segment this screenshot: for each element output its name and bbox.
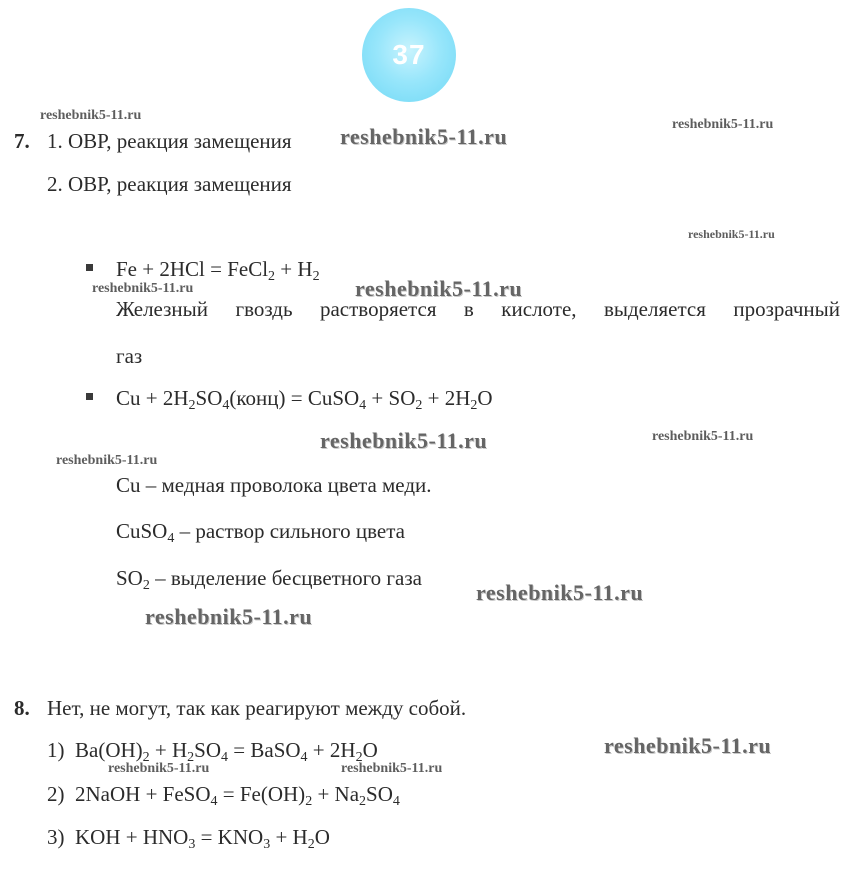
watermark: reshebnik5-11.ru: [40, 108, 142, 123]
watermark: reshebnik5-11.ru: [340, 124, 508, 149]
watermark: reshebnik5-11.ru: [672, 117, 774, 132]
task-8-text: Нет, не могут, так как реагируют между собой.: [47, 696, 467, 720]
observation-so2: $SO_2$ – выделение бесцветного газа: [116, 566, 422, 593]
item-text: ОВР, реакция замещения: [68, 129, 292, 153]
page-number: 37: [392, 39, 426, 70]
item-marker: 1.: [47, 129, 63, 153]
bullet-icon: [86, 264, 93, 271]
observation-cu: Cu – медная проволока цвета меди.: [116, 473, 432, 497]
watermark: reshebnik5-11.ru: [688, 227, 775, 241]
watermark: reshebnik5-11.ru: [320, 428, 488, 453]
page-number-badge: [362, 8, 456, 102]
task-7-item-2: [47, 172, 292, 196]
watermark: reshebnik5-11.ru: [652, 429, 754, 444]
watermark: reshebnik5-11.ru: [476, 580, 644, 605]
reaction-1-equation: Fe + 2HCl = FeCl$_2$ + $H_2$: [116, 257, 320, 284]
watermark: reshebnik5-11.ru: [56, 453, 158, 468]
reaction-1-description-line-1: Железный гвоздь растворяется в кислоте, выделяется прозрачный: [116, 297, 840, 321]
observation-cuso4: CuSO$_4$ – раствор сильного цвета: [116, 519, 406, 546]
task-8-equation-1: 1) $Ba(OH)_2 + H_2SO_4$ = BaSO$_4$ + $2H_2O$: [47, 738, 378, 765]
task-8-equation-2: 2) 2NaOH + FeSO$_4$ = $Fe(OH)_2 + Na_2SO_4$: [47, 782, 400, 809]
watermark: reshebnik5-11.ru: [604, 733, 772, 758]
reaction-1-description-line-2: газ: [116, 344, 143, 368]
reaction-2-equation: $Cu + 2H_2SO_4(конц)$ = CuSO$_4$ + $SO_2 + 2H_2O$: [116, 386, 493, 413]
watermark: reshebnik5-11.ru: [355, 276, 523, 301]
watermark: reshebnik5-11.ru: [92, 281, 194, 296]
task-8-number: 8.: [14, 696, 30, 720]
bullet-icon: [86, 393, 93, 400]
item-text: ОВР, реакция замещения: [68, 172, 292, 196]
watermark: reshebnik5-11.ru: [341, 761, 443, 776]
watermark: reshebnik5-11.ru: [145, 604, 313, 629]
task-7-number: 7.: [14, 129, 30, 153]
watermark: reshebnik5-11.ru: [108, 761, 210, 776]
item-marker: 2.: [47, 172, 63, 196]
task-8-equation-3: 3) KOH + $HNO_3 = KNO_3 + H_2O$: [47, 825, 330, 852]
task-7-item-1: [47, 129, 292, 153]
